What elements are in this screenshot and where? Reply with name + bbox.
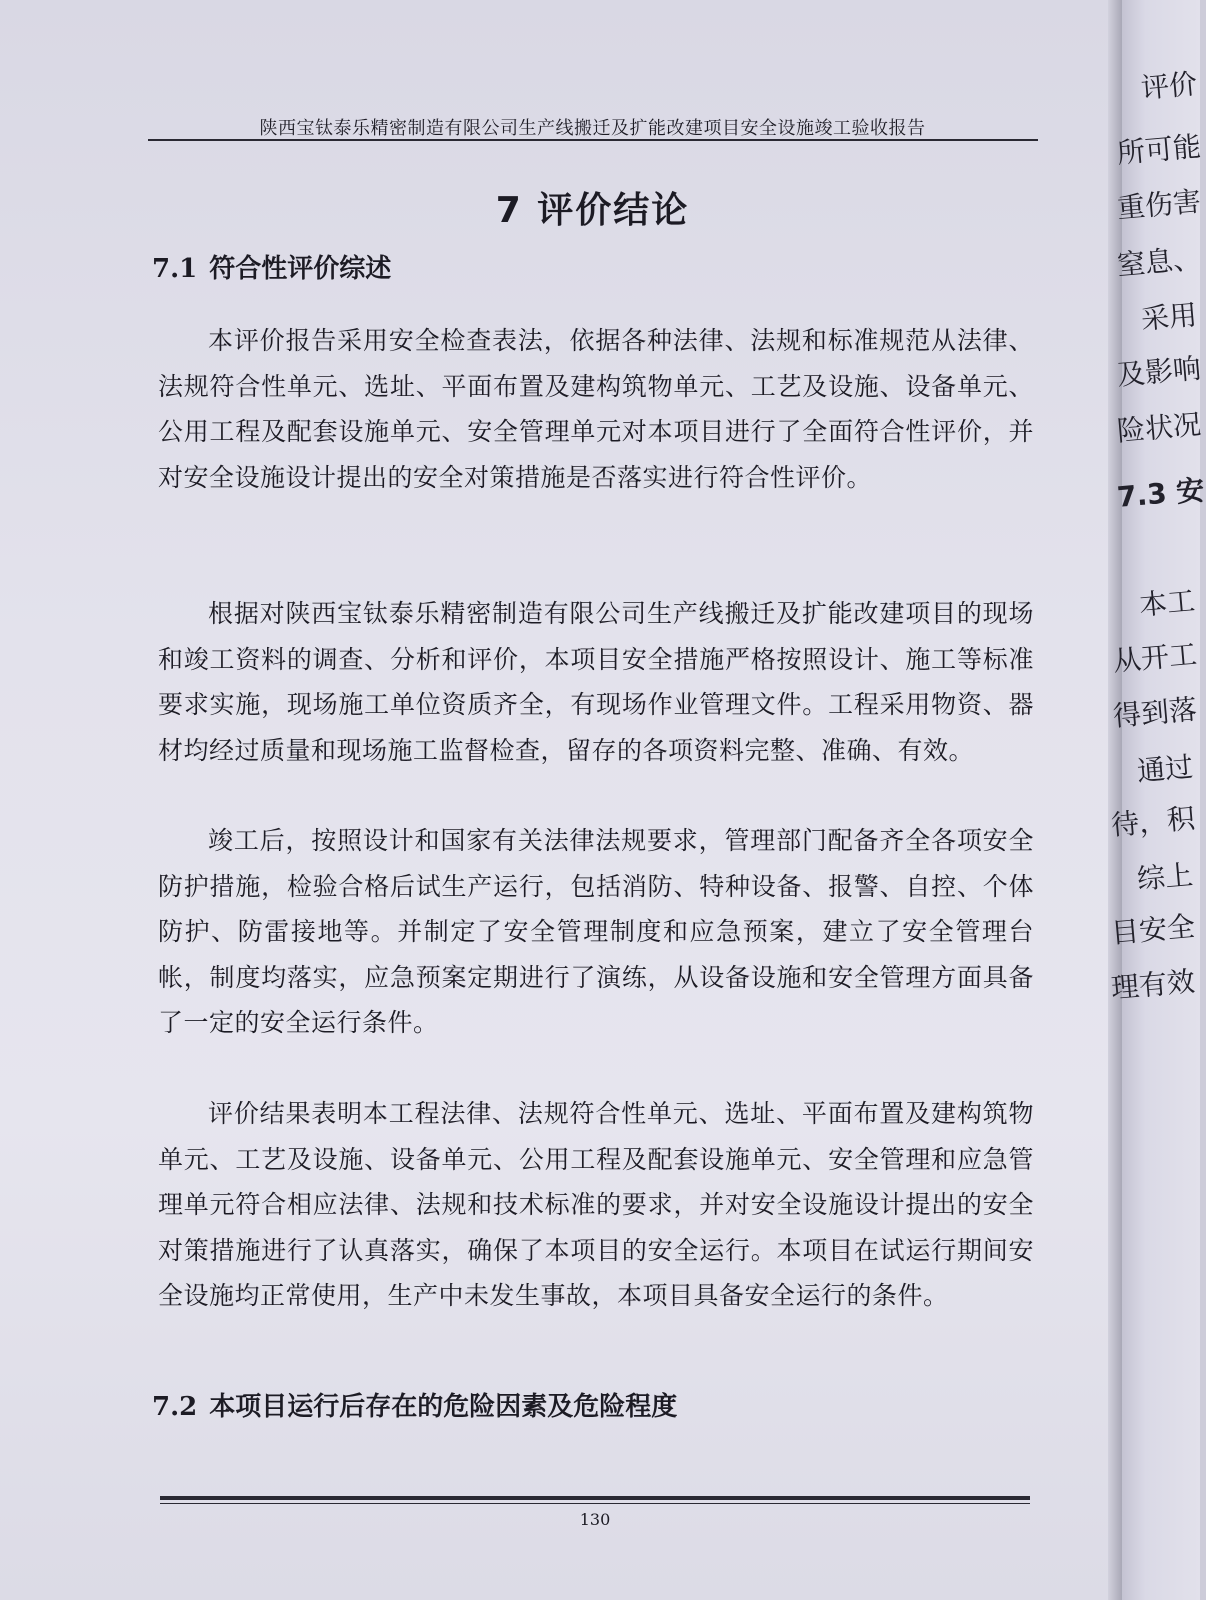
adjacent-text: 重伤害 [1115,184,1203,225]
page-number: 130 [579,1510,611,1529]
footer-rule-thin [160,1503,1030,1504]
section-heading-7-2 [152,1386,677,1423]
paragraph-1: 本评价报告采用安全检查表法，依据各种法律、法规和标准规范从法律、法规符合性单元、选址、平面布置及建构筑物单元、工艺及设施、设备单元、公用工程及配套设施单元、安全管理单元对本项目进行了全面符合性评价，并对安全设施设计提出的安全对策措施是否落实进行符合性评价。 [158,326,1034,492]
adjacent-text: 本工 [1137,584,1197,622]
paragraph-4: 评价结果表明本工程法律、法规符合性单元、选址、平面布置及建构筑物单元、工艺及设施、设备单元、公用工程及配套设施单元、安全管理和应急管理单元符合相应法律、法规和技术标准的要求，并对安全设施设计提出的安全对策措施进行了认真落实，确保了本项目的安全运行。本项目在试运行期间安全设施均正常使用，生产中未发生事故，本项目具备安全运行的条件。 [158,1099,1034,1310]
chapter-title: 7 评价结论 [495,190,690,231]
adjacent-text: 待，积 [1109,801,1197,842]
paragraph-3: 竣工后，按照设计和国家有关法律法规要求，管理部门配备齐全各项安全防护措施，检验合格后试生产运行，包括消防、特种设备、报警、自控、个体防护、防雷接地等。并制定了安全管理制度和应急预案，建立了安全管理台帐，制度均落实，应急预案定期进行了演练，从设备设施和安全管理方面具备了一定的安全运行条件。 [158,826,1034,1037]
adjacent-text: 从开工 [1111,637,1199,678]
adjacent-text: 采用 [1139,298,1199,336]
running-header: 陕西宝钛泰乐精密制造有限公司生产线搬迁及扩能改建项目安全设施竣工验收报告 [259,118,926,139]
section-heading-7-1 [152,248,391,285]
section-title: 本项目运行后存在的危险因素及危险程度 [209,1392,678,1422]
adjacent-heading: 7.3 安 [1115,473,1206,514]
header-rule [148,139,1038,141]
adjacent-text: 得到落 [1111,692,1199,733]
footer-rule [160,1496,1030,1500]
adjacent-text: 窒息、 [1115,241,1203,282]
adjacent-text: 通过 [1135,750,1195,788]
adjacent-text: 综上 [1135,858,1195,896]
section-number: 7.2 [152,1392,198,1422]
adjacent-text: 目安全 [1109,909,1197,950]
adjacent-text: 险状况 [1115,407,1203,448]
adjacent-text: 所可能 [1115,129,1203,170]
adjacent-page [1109,0,1206,1600]
adjacent-text: 评价 [1139,67,1199,105]
paragraph-2: 根据对陕西宝钛泰乐精密制造有限公司生产线搬迁及扩能改建项目的现场和竣工资料的调查、分析和评价，本项目安全措施严格按照设计、施工等标准要求实施，现场施工单位资质齐全，有现场作业管理文件。工程采用物资、器材均经过质量和现场施工监督检查，留存的各项资料完整、准确、有效。 [158,599,1034,765]
page-gutter-shadow [1108,0,1122,1600]
adjacent-text: 及影响 [1115,351,1203,392]
section-title: 符合性评价综述 [209,254,392,284]
section-number: 7.1 [152,254,198,284]
adjacent-text: 理有效 [1109,964,1197,1005]
